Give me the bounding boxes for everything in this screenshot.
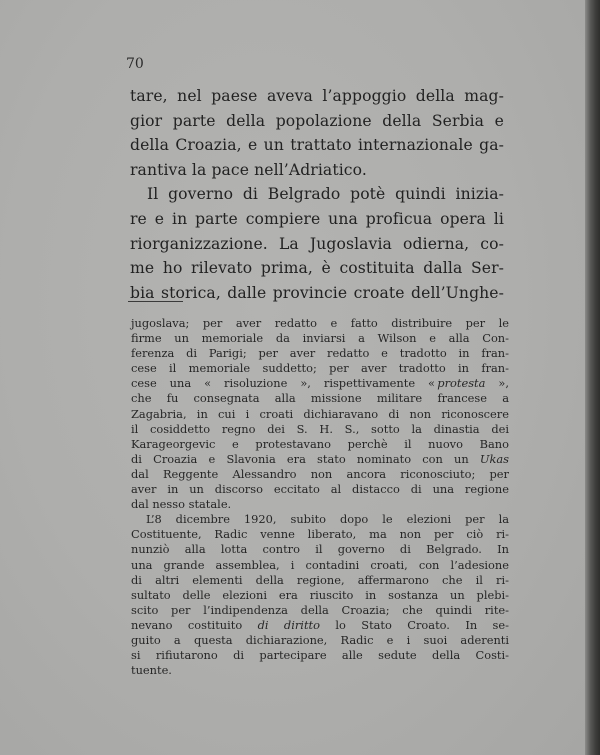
page-number: 70: [126, 56, 144, 72]
main-line: rantiva la pace nell’Adriatico.: [130, 160, 367, 179]
footnote-line: cese il memoriale suddetto; per aver tradotto in fran-: [131, 361, 509, 376]
main-line: Il governo di Belgrado potè quindi inizia-: [147, 185, 504, 204]
main-line: me ho rilevato prima, è costituita dalla Ser-: [130, 259, 504, 278]
footnote-line: una grande assemblea, i contadini croati, con l’adesione: [131, 557, 509, 572]
footnote-italic: di diritto: [257, 617, 320, 632]
footnote-line: Karageorgevic e protestavano perchè il nuovo Bano: [131, 436, 509, 451]
footnote-line: L’8 dicembre 1920, subito dopo le elezioni per la: [146, 512, 509, 527]
footnote-line: jugoslava; per aver redatto e fatto distribuire per le: [131, 316, 509, 330]
footnote-line: Zagabria, in cui i croati dichiaravano di non riconoscere: [131, 406, 509, 421]
footnote-line: ferenza di Parigi; per aver redatto e tradotto in fran-: [131, 346, 509, 361]
main-line: della Croazia, e un trattato internazionale ga-: [130, 136, 504, 155]
footnote-line: dal Reggente Alessandro non ancora riconosciuto; per: [131, 466, 509, 481]
footnote-line: di altri elementi della regione, affermarono che il ri-: [131, 572, 509, 587]
footnote-line: scito per l’indipendenza della Croazia; che quindi rite-: [131, 602, 509, 617]
footnote-text: lo Stato Croato. In se-: [319, 617, 509, 632]
footnote-text: nevano costituito: [131, 617, 258, 632]
footnote-line: firme un memoriale da inviarsi a Wilson e alla Con-: [131, 331, 509, 346]
footnote-line: nunziò alla lotta contro il governo di Belgrado. In: [131, 542, 509, 557]
footnote-line: [131, 376, 509, 391]
footnote-line: [131, 452, 509, 467]
footnote-line: guito a questa dichiarazione, Radic e i suoi aderenti: [131, 632, 509, 647]
footnote-line: sultato delle elezioni era riuscito in sostanza un plebi-: [131, 587, 509, 602]
footnote-line: dal nesso statale.: [131, 497, 232, 512]
footnote-text: «: [428, 376, 436, 391]
footnote-line: aver in un discorso eccitato al distacco di una regione: [131, 482, 509, 497]
footnote-text: di Croazia e Slavonia era stato nominato con un: [131, 451, 480, 466]
footnote-line: tuente.: [131, 663, 172, 678]
footnote-line: Costituente, Radic venne liberato, ma non per ciò ri-: [131, 527, 509, 542]
footnote-line: il cosiddetto regno dei S. H. S., sotto la dinastia dei: [131, 421, 509, 436]
footnote-line: si rifiutarono di partecipare alle sedute della Costi-: [131, 648, 509, 663]
footnote-italic: protesta: [437, 376, 486, 391]
main-line: riorganizzazione. La Jugoslavia odierna, co-: [130, 234, 504, 253]
footnote-rule: [128, 301, 183, 302]
footnote: [131, 316, 509, 678]
book-spine-shadow: [585, 0, 600, 755]
footnote-line: [131, 618, 509, 633]
main-line: re e in parte compiere una proficua opera li: [130, 209, 504, 228]
footnote-italic: Ukas: [479, 451, 509, 466]
main-line: tare, nel paese aveva l’appoggio della mag-: [130, 87, 504, 105]
main-line: gior parte della popolazione della Serbia e: [130, 111, 504, 130]
footnote-line: che fu consegnata alla missione militare francese a: [131, 391, 509, 406]
footnote-text: »,: [485, 376, 509, 391]
footnote-text: cese una « risoluzione », rispettivamente: [131, 376, 429, 391]
main-text: [130, 84, 504, 305]
main-line: bia storica, dalle provincie croate dell’Unghe-: [130, 283, 504, 302]
